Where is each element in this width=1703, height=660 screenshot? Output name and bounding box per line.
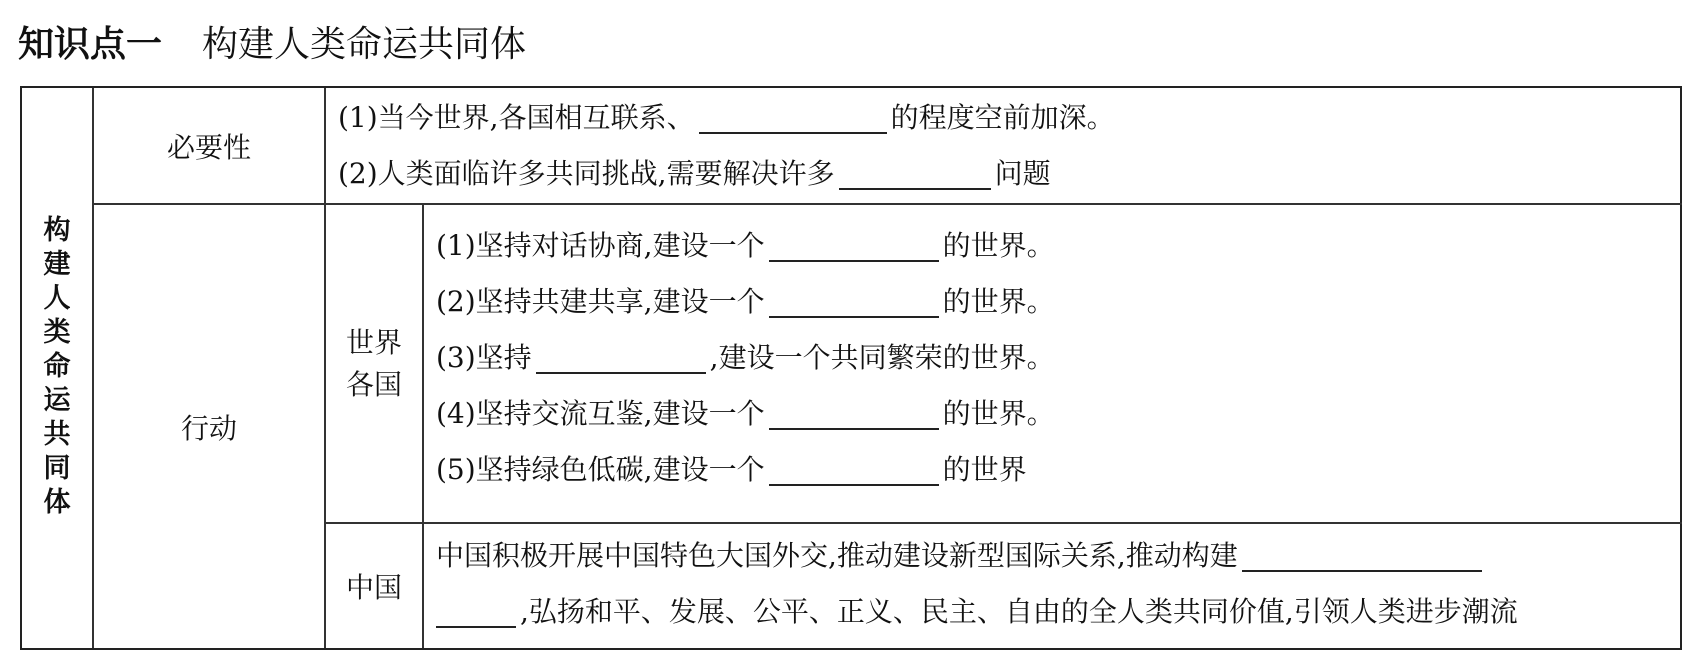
item-text: (2)人类面临许多共同挑战,需要解决许多	[338, 157, 835, 190]
item-text: (1)坚持对话协商,建设一个	[436, 229, 765, 262]
world-label	[326, 205, 422, 522]
item-text: 的程度空前加深。	[890, 101, 1115, 134]
knowledge-table	[20, 86, 1682, 650]
world-label-line: 世界	[345, 325, 402, 359]
side-title-char: 同	[43, 453, 71, 484]
section-heading	[18, 14, 526, 68]
list-item	[436, 218, 1055, 274]
side-title	[22, 214, 92, 520]
answer-blank-continued[interactable]	[436, 596, 516, 628]
side-title-char: 运	[43, 385, 71, 416]
list-item	[436, 584, 1518, 640]
action-label: 行动	[180, 411, 237, 445]
list-item	[436, 274, 1055, 330]
list-item	[338, 90, 1115, 146]
necessity-label: 必要性	[166, 130, 251, 164]
list-item	[436, 386, 1055, 442]
side-title-char: 命	[43, 351, 71, 382]
side-title-char: 类	[43, 317, 71, 348]
item-text: (4)坚持交流互鉴,建设一个	[436, 397, 765, 430]
list-item	[338, 146, 1115, 202]
china-content	[436, 528, 1518, 640]
side-title-char: 体	[43, 487, 71, 518]
answer-blank[interactable]	[769, 286, 939, 318]
item-text: (5)坚持绿色低碳,建设一个	[436, 453, 765, 486]
answer-blank[interactable]	[839, 158, 991, 190]
divider	[422, 203, 424, 648]
item-text: 中国积极开展中国特色大国外交,推动建设新型国际关系,推动构建	[436, 539, 1238, 572]
item-text: (2)坚持共建共享,建设一个	[436, 285, 765, 318]
necessity-content	[338, 90, 1115, 202]
item-text: 的世界	[942, 453, 1027, 486]
answer-blank[interactable]	[769, 454, 939, 486]
item-text: (3)坚持	[436, 341, 532, 374]
heading-title: 构建人类命运共同体	[202, 23, 527, 65]
list-item	[436, 442, 1055, 498]
side-title-char: 人	[43, 283, 71, 314]
china-label: 中国	[345, 571, 402, 604]
answer-blank[interactable]	[1242, 540, 1482, 572]
item-text: ,弘扬和平、发展、公平、正义、民主、自由的全人类共同价值,引领人类进步潮流	[520, 595, 1518, 628]
item-text: 的世界。	[942, 285, 1055, 318]
list-item	[436, 528, 1518, 584]
answer-blank[interactable]	[769, 230, 939, 262]
item-text: (1)当今世界,各国相互联系、	[338, 101, 695, 134]
world-label-line: 各国	[345, 367, 402, 401]
item-text: 的世界。	[942, 397, 1055, 430]
answer-blank[interactable]	[699, 102, 887, 134]
world-content	[436, 218, 1055, 498]
side-title-char: 建	[43, 249, 71, 280]
side-title-char: 构	[43, 215, 71, 246]
item-text: 的世界。	[942, 229, 1055, 262]
heading-label: 知识点一	[18, 23, 163, 65]
answer-blank[interactable]	[536, 342, 706, 374]
item-text: ,建设一个共同繁荣的世界。	[709, 341, 1055, 374]
item-text: 问题	[994, 157, 1051, 190]
list-item	[436, 330, 1055, 386]
answer-blank[interactable]	[769, 398, 939, 430]
divider	[324, 522, 1682, 524]
side-title-char: 共	[43, 419, 71, 450]
